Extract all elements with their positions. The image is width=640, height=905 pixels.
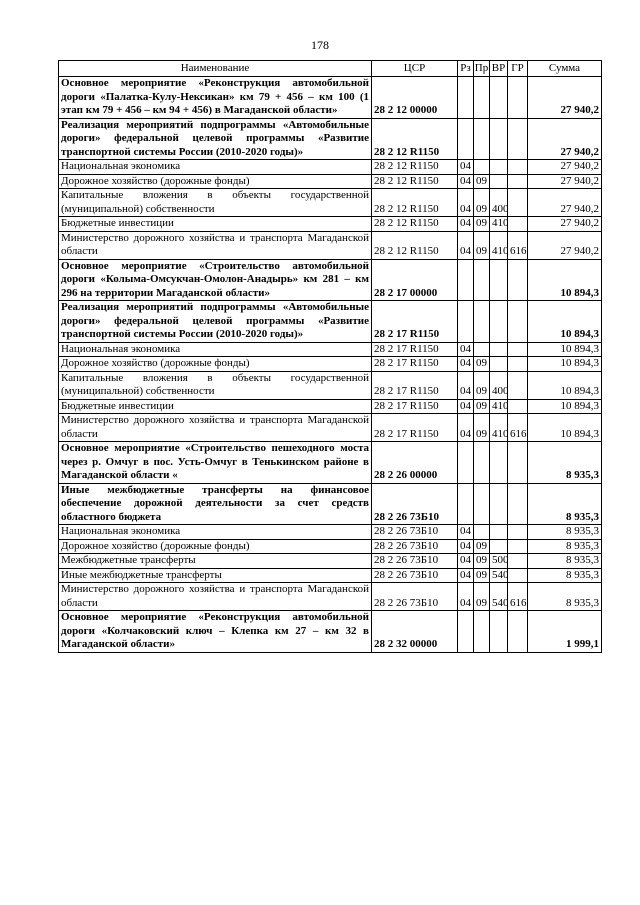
cell-vr — [490, 342, 508, 357]
cell-csr: 28 2 12 R1150 — [372, 231, 458, 259]
cell-sum: 10 894,3 — [528, 414, 602, 442]
cell-rz — [458, 77, 474, 119]
table-row — [59, 483, 602, 525]
cell-pr: 09 — [474, 568, 490, 583]
cell-gr — [508, 301, 528, 343]
cell-pr: 09 — [474, 231, 490, 259]
cell-csr: 28 2 12 00000 — [372, 77, 458, 119]
cell-vr — [490, 77, 508, 119]
cell-pr — [474, 160, 490, 175]
cell-sum: 8 935,3 — [528, 554, 602, 569]
cell-vr — [490, 357, 508, 372]
cell-csr: 28 2 17 R1150 — [372, 399, 458, 414]
cell-pr — [474, 77, 490, 119]
cell-sum: 10 894,3 — [528, 259, 602, 301]
cell-sum: 27 940,2 — [528, 217, 602, 232]
cell-gr: 616 — [508, 414, 528, 442]
cell-name: Дорожное хозяйство (дорожные фонды) — [59, 357, 372, 372]
cell-sum: 10 894,3 — [528, 342, 602, 357]
cell-vr: 410 — [490, 217, 508, 232]
cell-rz: 04 — [458, 189, 474, 217]
cell-csr: 28 2 26 00000 — [372, 442, 458, 484]
cell-vr — [490, 301, 508, 343]
table-row — [59, 611, 602, 653]
cell-csr: 28 2 26 73Б10 — [372, 525, 458, 540]
cell-pr — [474, 259, 490, 301]
table-row — [59, 414, 602, 442]
cell-rz: 04 — [458, 539, 474, 554]
cell-vr — [490, 259, 508, 301]
cell-sum: 8 935,3 — [528, 442, 602, 484]
cell-vr — [490, 483, 508, 525]
cell-rz: 04 — [458, 554, 474, 569]
cell-pr — [474, 483, 490, 525]
cell-name: Министерство дорожного хозяйства и транспорта Магаданской области — [59, 414, 372, 442]
table-row — [59, 525, 602, 540]
cell-name: Национальная экономика — [59, 342, 372, 357]
cell-sum: 27 940,2 — [528, 160, 602, 175]
cell-sum: 10 894,3 — [528, 399, 602, 414]
cell-rz — [458, 611, 474, 653]
cell-gr — [508, 399, 528, 414]
header-gr: ГР — [508, 61, 528, 77]
cell-gr — [508, 342, 528, 357]
cell-gr — [508, 259, 528, 301]
cell-rz: 04 — [458, 342, 474, 357]
cell-pr: 09 — [474, 189, 490, 217]
cell-vr: 400 — [490, 189, 508, 217]
cell-csr: 28 2 17 00000 — [372, 259, 458, 301]
cell-csr: 28 2 17 R1150 — [372, 357, 458, 372]
table-row — [59, 189, 602, 217]
cell-name: Реализация мероприятий подпрограммы «Автомобильные дороги» федеральной целевой программы «Развитие транспортной системы России (2010-2020 годы)» — [59, 301, 372, 343]
cell-sum: 8 935,3 — [528, 483, 602, 525]
cell-gr — [508, 525, 528, 540]
cell-pr: 09 — [474, 174, 490, 189]
cell-csr: 28 2 17 R1150 — [372, 371, 458, 399]
cell-name: Бюджетные инвестиции — [59, 399, 372, 414]
table-row — [59, 399, 602, 414]
cell-sum: 1 999,1 — [528, 611, 602, 653]
cell-vr — [490, 611, 508, 653]
cell-vr — [490, 539, 508, 554]
cell-name: Основное мероприятие «Реконструкция автомобильной дороги «Колчаковский ключ – Клепка км 27 – км 32 в Магаданской области» — [59, 611, 372, 653]
header-rz: Рз — [458, 61, 474, 77]
cell-rz — [458, 259, 474, 301]
cell-gr — [508, 160, 528, 175]
cell-vr — [490, 442, 508, 484]
cell-csr: 28 2 12 R1150 — [372, 118, 458, 160]
cell-name: Дорожное хозяйство (дорожные фонды) — [59, 174, 372, 189]
cell-sum: 10 894,3 — [528, 357, 602, 372]
cell-gr — [508, 371, 528, 399]
cell-name: Национальная экономика — [59, 525, 372, 540]
cell-pr: 09 — [474, 357, 490, 372]
cell-csr: 28 2 26 73Б10 — [372, 583, 458, 611]
table-row — [59, 554, 602, 569]
cell-rz: 04 — [458, 583, 474, 611]
cell-rz: 04 — [458, 525, 474, 540]
cell-name: Межбюджетные трансферты — [59, 554, 372, 569]
table-body — [59, 77, 602, 653]
cell-vr: 400 — [490, 371, 508, 399]
cell-pr — [474, 442, 490, 484]
cell-gr — [508, 539, 528, 554]
table-header-row — [59, 61, 602, 77]
cell-pr: 09 — [474, 217, 490, 232]
cell-rz: 04 — [458, 160, 474, 175]
cell-rz — [458, 483, 474, 525]
cell-sum: 27 940,2 — [528, 231, 602, 259]
table-row — [59, 160, 602, 175]
cell-sum: 10 894,3 — [528, 301, 602, 343]
cell-gr — [508, 77, 528, 119]
cell-gr — [508, 483, 528, 525]
cell-rz — [458, 118, 474, 160]
table-row — [59, 357, 602, 372]
cell-csr: 28 2 12 R1150 — [372, 189, 458, 217]
table-row — [59, 259, 602, 301]
header-name: Наименование — [59, 61, 372, 77]
cell-rz: 04 — [458, 217, 474, 232]
cell-pr: 09 — [474, 414, 490, 442]
table-row — [59, 217, 602, 232]
cell-csr: 28 2 17 R1150 — [372, 414, 458, 442]
cell-name: Министерство дорожного хозяйства и транспорта Магаданской области — [59, 231, 372, 259]
cell-pr — [474, 118, 490, 160]
cell-name: Бюджетные инвестиции — [59, 217, 372, 232]
cell-sum: 10 894,3 — [528, 371, 602, 399]
cell-csr: 28 2 12 R1150 — [372, 217, 458, 232]
cell-csr: 28 2 26 73Б10 — [372, 539, 458, 554]
cell-name: Основное мероприятие «Строительство автомобильной дороги «Колыма-Омсукчан-Омолон-Анадырь» км 281 – км 296 на территории Магаданской области» — [59, 259, 372, 301]
cell-pr: 09 — [474, 554, 490, 569]
cell-csr: 28 2 17 R1150 — [372, 342, 458, 357]
cell-rz: 04 — [458, 174, 474, 189]
cell-name: Дорожное хозяйство (дорожные фонды) — [59, 539, 372, 554]
cell-sum: 27 940,2 — [528, 118, 602, 160]
cell-vr: 540 — [490, 583, 508, 611]
table-row — [59, 568, 602, 583]
header-vr: ВР — [490, 61, 508, 77]
cell-pr — [474, 342, 490, 357]
cell-pr: 09 — [474, 399, 490, 414]
cell-gr — [508, 174, 528, 189]
cell-vr — [490, 118, 508, 160]
cell-csr: 28 2 32 00000 — [372, 611, 458, 653]
cell-gr — [508, 442, 528, 484]
cell-pr — [474, 611, 490, 653]
cell-gr — [508, 611, 528, 653]
cell-name: Министерство дорожного хозяйства и транспорта Магаданской области — [59, 583, 372, 611]
cell-vr — [490, 525, 508, 540]
cell-rz — [458, 442, 474, 484]
header-sum: Сумма — [528, 61, 602, 77]
cell-gr — [508, 217, 528, 232]
cell-rz: 04 — [458, 357, 474, 372]
cell-sum: 8 935,3 — [528, 525, 602, 540]
cell-gr: 616 — [508, 583, 528, 611]
table-row — [59, 174, 602, 189]
cell-vr: 410 — [490, 414, 508, 442]
cell-sum: 8 935,3 — [528, 568, 602, 583]
cell-sum: 8 935,3 — [528, 539, 602, 554]
cell-name: Иные межбюджетные трансферты — [59, 568, 372, 583]
cell-csr: 28 2 12 R1150 — [372, 174, 458, 189]
cell-pr: 09 — [474, 583, 490, 611]
table-row — [59, 231, 602, 259]
cell-name: Реализация мероприятий подпрограммы «Автомобильные дороги» федеральной целевой программы «Развитие транспортной системы России (2010-2020 годы)» — [59, 118, 372, 160]
cell-pr: 09 — [474, 371, 490, 399]
cell-vr — [490, 160, 508, 175]
cell-gr — [508, 554, 528, 569]
cell-vr: 410 — [490, 231, 508, 259]
cell-name: Национальная экономика — [59, 160, 372, 175]
cell-csr: 28 2 26 73Б10 — [372, 568, 458, 583]
header-pr: Пр — [474, 61, 490, 77]
cell-gr — [508, 568, 528, 583]
cell-rz — [458, 301, 474, 343]
cell-name: Капитальные вложения в объекты государственной (муниципальной) собственности — [59, 189, 372, 217]
cell-vr — [490, 174, 508, 189]
cell-vr: 540 — [490, 568, 508, 583]
cell-pr: 09 — [474, 539, 490, 554]
cell-rz: 04 — [458, 371, 474, 399]
cell-pr — [474, 525, 490, 540]
page-number: 178 — [311, 38, 329, 52]
cell-name: Основное мероприятие «Строительство пешеходного моста через р. Омчуг в пос. Усть-Омчуг в Тенькинском районе в Магаданской области « — [59, 442, 372, 484]
cell-sum: 27 940,2 — [528, 174, 602, 189]
cell-sum: 27 940,2 — [528, 189, 602, 217]
table-row — [59, 118, 602, 160]
cell-csr: 28 2 26 73Б10 — [372, 483, 458, 525]
cell-csr: 28 2 26 73Б10 — [372, 554, 458, 569]
cell-sum: 8 935,3 — [528, 583, 602, 611]
cell-rz: 04 — [458, 414, 474, 442]
table-row — [59, 371, 602, 399]
cell-name: Основное мероприятие «Реконструкция автомобильной дороги «Палатка-Кулу-Нексикан» км 79 + 456 – км 100 (1 этап км 79 + 456 – км 94 + 456) в Магаданской области» — [59, 77, 372, 119]
budget-table — [58, 60, 602, 653]
cell-gr — [508, 189, 528, 217]
cell-pr — [474, 301, 490, 343]
cell-name: Иные межбюджетные трансферты на финансовое обеспечение дорожной деятельности за счет средств областного бюджета — [59, 483, 372, 525]
cell-gr — [508, 118, 528, 160]
cell-gr — [508, 357, 528, 372]
cell-name: Капитальные вложения в объекты государственной (муниципальной) собственности — [59, 371, 372, 399]
table-row — [59, 77, 602, 119]
table-row — [59, 583, 602, 611]
cell-csr: 28 2 12 R1150 — [372, 160, 458, 175]
table-row — [59, 539, 602, 554]
cell-vr: 500 — [490, 554, 508, 569]
cell-gr: 616 — [508, 231, 528, 259]
table-row — [59, 442, 602, 484]
table-row — [59, 301, 602, 343]
cell-rz: 04 — [458, 399, 474, 414]
cell-rz: 04 — [458, 568, 474, 583]
cell-rz: 04 — [458, 231, 474, 259]
cell-vr: 410 — [490, 399, 508, 414]
cell-csr: 28 2 17 R1150 — [372, 301, 458, 343]
cell-sum: 27 940,2 — [528, 77, 602, 119]
header-csr: ЦСР — [372, 61, 458, 77]
table-row — [59, 342, 602, 357]
